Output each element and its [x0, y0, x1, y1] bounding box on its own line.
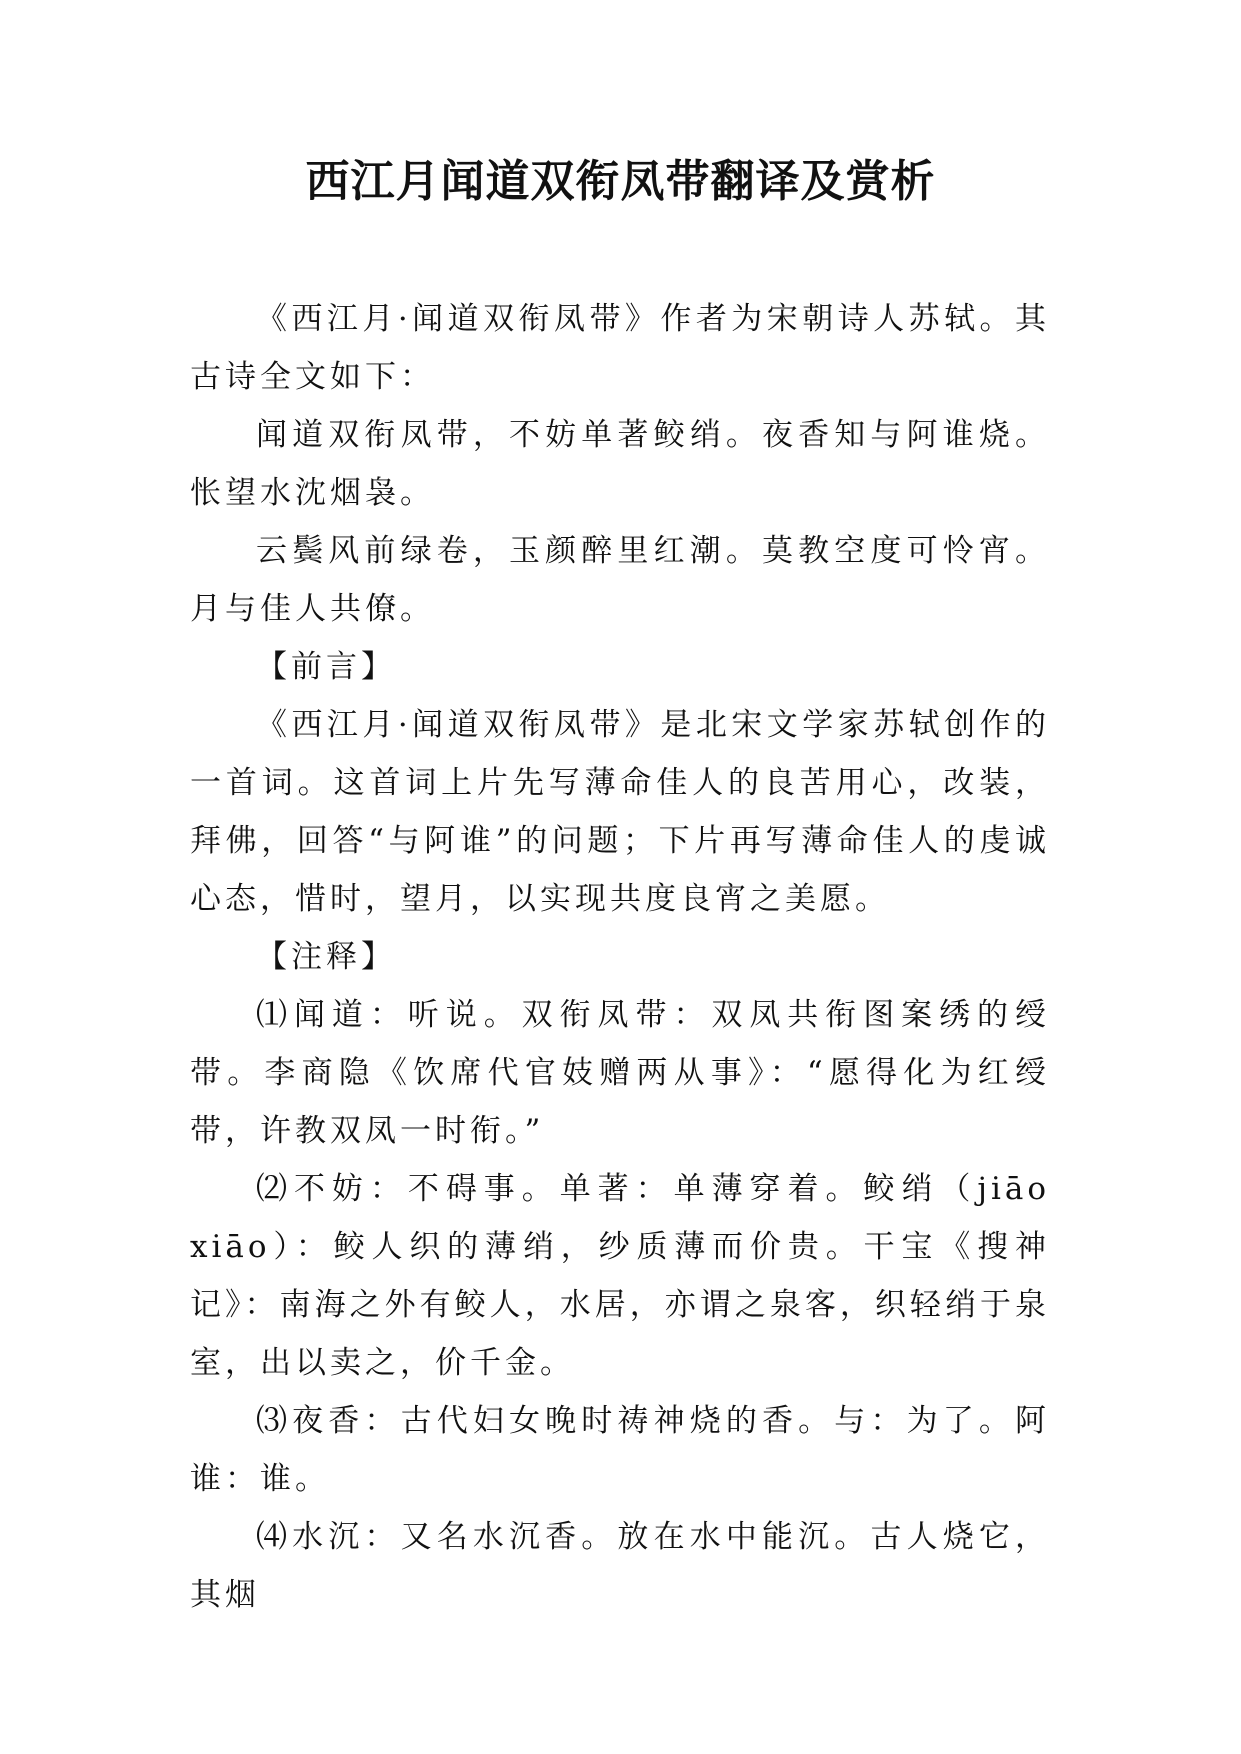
- document-title: 西江月闻道双衔凤带翻译及赏析: [305, 156, 936, 207]
- document-body: [190, 290, 1050, 1624]
- intro-paragraph: 《西江月·闻道双衔凤带》作者为宋朝诗人苏轼。其古诗全文如下：: [190, 301, 1050, 395]
- note-item-1: ⑴闻道：听说。双衔凤带：双凤共衔图案绣的绶带。李商隐《饮席代官妓赠两从事》：“愿得化为红绶带，许教双凤一时衔。”: [190, 997, 1050, 1149]
- poem-stanza-1: 闻道双衔凤带，不妨单著鲛绡。夜香知与阿谁烧。怅望水沈烟袅。: [190, 417, 1050, 511]
- poem-stanza-2: 云鬓风前绿卷，玉颜醉里红潮。莫教空度可怜宵。月与佳人共僚。: [190, 533, 1050, 627]
- note-item-4: ⑷水沉：又名水沉香。放在水中能沉。古人烧它，其烟: [190, 1519, 1050, 1613]
- note-item-2: ⑵不妨：不碍事。单著：单薄穿着。鲛绡（jiāo xiāo）：鲛人织的薄绡，纱质薄而价贵。干宝《搜神记》：南海之外有鲛人，水居，亦谓之泉客，织轻绡于泉室，出以卖之，价千金。: [190, 1171, 1050, 1381]
- section-heading-notes: 【注释】: [256, 939, 396, 975]
- section-heading-preface: 【前言】: [256, 649, 396, 685]
- preface-paragraph: 《西江月·闻道双衔凤带》是北宋文学家苏轼创作的一首词。这首词上片先写薄命佳人的良苦用心，改装，拜佛，回答“与阿谁”的问题；下片再写薄命佳人的虔诚心态，惜时，望月，以实现共度良宵之美愿。: [190, 707, 1050, 917]
- note-item-3: ⑶夜香：古代妇女晚时祷神烧的香。与：为了。阿谁：谁。: [190, 1403, 1050, 1497]
